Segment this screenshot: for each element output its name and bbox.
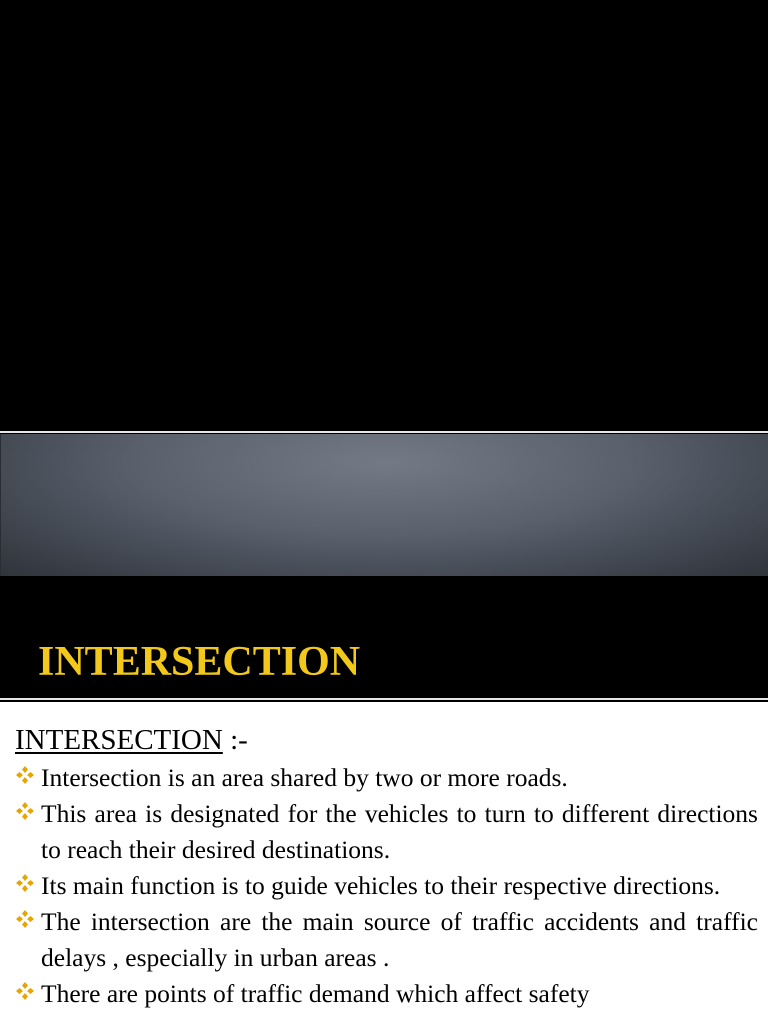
slide-top-area — [0, 0, 768, 430]
bullet-item — [0, 904, 768, 976]
bullet-text: Intersection is an area shared by two or more roads. — [41, 763, 568, 792]
bullet-item — [0, 760, 768, 796]
bullet-list — [0, 760, 768, 1012]
bullet-item — [0, 976, 768, 1012]
slide-title: INTERSECTION — [38, 639, 361, 685]
slide-content — [0, 702, 768, 1024]
bullet-text: The intersection are the main source of traffic accidents and traffic delays , especially in urban areas . — [41, 907, 758, 972]
top-divider-line — [0, 431, 768, 433]
four-diamond-bullet-icon — [16, 910, 34, 928]
bullet-item — [0, 868, 768, 904]
four-diamond-bullet-icon — [16, 766, 34, 784]
bullet-item — [0, 796, 768, 868]
gradient-band — [0, 434, 768, 576]
title-divider-line — [0, 698, 768, 700]
heading-label: INTERSECTION — [15, 724, 223, 756]
bullet-text: There are points of traffic demand which affect safety — [41, 979, 590, 1008]
content-heading — [15, 720, 248, 760]
bullet-text: Its main function is to guide vehicles to their respective directions. — [41, 871, 721, 900]
four-diamond-bullet-icon — [16, 802, 34, 820]
bullet-text: This area is designated for the vehicles to turn to different directions to reach their desired destinations. — [41, 799, 758, 864]
four-diamond-bullet-icon — [16, 874, 34, 892]
four-diamond-bullet-icon — [16, 982, 34, 1000]
heading-suffix: :- — [222, 724, 248, 756]
